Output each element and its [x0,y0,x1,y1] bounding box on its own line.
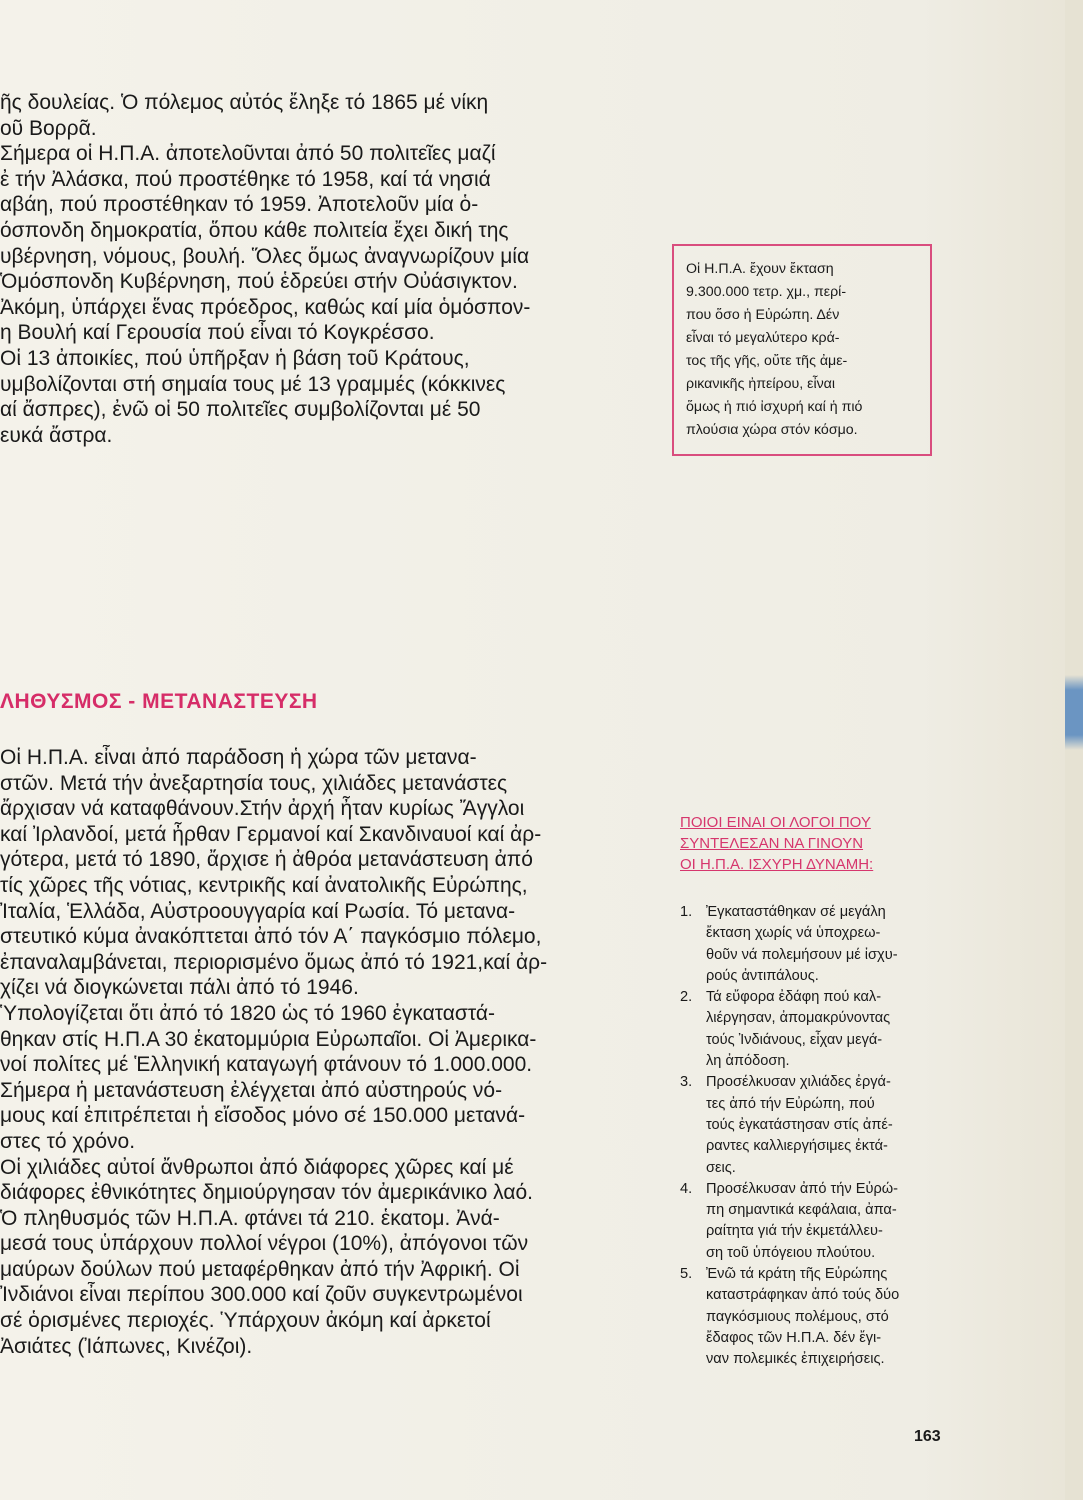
reason-line: λιέργησαν, ἀπομακρύνοντας [706,1010,891,1027]
top-paragraph [0,90,650,448]
reason-item [676,1264,958,1370]
reason-line: ραντες καλλιεργήσιμες ἐκτά- [706,1138,888,1155]
reason-line: ναν πολεμικές ἐπιχειρήσεις. [706,1351,885,1368]
text-line: αί ἄσπρες), ἐνῶ οἱ 50 πολιτεῖες συμβολίζονται μέ 50 [0,398,481,422]
text-line: στες τό χρόνο. [0,1129,136,1153]
text-line: μαύρων δούλων πού μεταφέρθηκαν ἀπό τήν Ἀφρική. Οἱ [0,1257,520,1281]
text-line: γότερα, μετά τό 1890, ἄρχισε ἡ ἀθρόα μετανάστευση ἀπό [0,848,533,872]
text-line: αβάη, πού προστέθηκαν τό 1959. Ἀποτελοῦν μία ὁ- [0,193,479,217]
reason-number: 2. [680,989,693,1006]
reason-number: 3. [680,1074,693,1091]
page-edge-strip [1065,0,1083,1500]
sidebar-heading-line: ΟΙ Η.Π.Α. ΙΣΧΥΡΗ ΔΥΝΑΜΗ: [680,856,874,873]
text-line: οῦ Βορρᾶ. [0,116,97,140]
sidebar-heading [680,812,873,875]
reason-text [706,1264,958,1370]
reason-item [676,1072,958,1178]
reason-item [676,1179,958,1264]
reason-number: 5. [680,1266,693,1283]
reason-line: τούς Ἰνδιάνους, εἶχαν μεγά- [706,1031,883,1048]
reason-line: Ἐγκαταστάθηκαν σέ μεγάλη [706,904,886,920]
info-box-line: ὅμως ἡ πιό ἰσχυρή καί ἡ πιό [686,399,863,415]
reason-item [676,902,958,987]
reason-number: 1. [680,904,693,920]
text-line: στευτικό κύμα ἀνακόπτεται ἀπό τόν Α΄ παγκόσμιο πόλεμο, [0,925,542,949]
info-box [672,244,932,456]
reason-text [706,902,958,987]
reason-line: Προσέλκυσαν ἀπό τήν Εὐρώ- [706,1180,899,1197]
text-line: Οἱ χιλιάδες αὐτοί ἄνθρωποι ἀπό διάφορες χῶρες καί μέ [0,1155,514,1179]
reason-text [706,987,958,1072]
sidebar-heading-line: ΠΟΙΟΙ ΕΙΝΑΙ ΟΙ ΛΟΓΟΙ ΠΟΥ [680,814,871,831]
reason-line: τούς ἐγκατάστησαν στίς ἀπέ- [706,1116,893,1133]
reason-line: ση τοῦ ὑπόγειου πλούτου. [706,1244,876,1261]
text-line: Σήμερα ἡ μετανάστευση ἐλέγχεται ἀπό αὐστηρούς νό- [0,1078,503,1102]
text-line: υβέρνηση, νόμους, βουλή. Ὅλες ὅμως ἀναγνωρίζουν μία [0,244,530,268]
info-box-line: τος τῆς γῆς, οὔτε τῆς ἀμε- [686,353,848,369]
text-line: υμβολίζονται στή σημαία τους μέ 13 γραμμές (κόκκινες [0,372,506,396]
reason-line: παγκόσμιους πολέμους, στό [706,1308,889,1325]
text-line: διάφορες ἐθνικότητες δημιούργησαν τόν ἀμερικάνικο λαό. [0,1181,533,1205]
reason-line: Τά εὔφορα ἐδάφη πού καλ- [706,989,882,1006]
reason-line: ρούς ἀντιπάλους. [706,967,819,984]
page-number: 163 [914,1428,941,1445]
text-line: Ἀκόμη, ὑπάρχει ἕνας πρόεδρος, καθώς καί μία ὁμόσπον- [0,295,531,319]
text-line: Οἱ Η.Π.Α. εἶναι ἀπό παράδοση ἡ χώρα τῶν μετανα- [0,746,477,769]
main-paragraph [0,745,650,1359]
reason-item [676,987,958,1072]
text-line: Ὁμόσπονδη Κυβέρνηση, πού ἑδρεύει στήν Οὐάσιγκτον. [0,270,518,294]
info-box-line: εἶναι τό μεγαλύτερο κρά- [686,330,840,346]
text-line: ἐ τήν Ἀλάσκα, πού προστέθηκε τό 1958, καί τά νησιά [0,167,491,191]
reason-line: λη ἀπόδοση. [706,1053,790,1070]
text-line: ἄρχισαν νά καταφθάνουν.Στήν ἀρχή ἦταν κυρίως Ἄγγλοι [0,797,525,821]
reason-line: θοῦν νά πολεμήσουν μέ ἰσχυ- [706,946,898,963]
text-line: τίς χῶρες τῆς νότιας, κεντρικῆς καί ἀνατολικῆς Εὐρώπης, [0,873,528,897]
text-line: Οἱ 13 ἀποικίες, πού ὑπῆρξαν ἡ βάση τοῦ Κράτους, [0,346,470,370]
text-line: μους καί ἐπιτρέπεται ἡ εἴσοδος μόνο σέ 150.000 μετανά- [0,1104,526,1128]
reasons-list [676,902,958,1371]
reason-line: πη σημαντικά κεφάλαια, ἀπα- [706,1202,897,1219]
reason-line: Ἐνῶ τά κράτη τῆς Εὐρώπης [706,1266,888,1283]
text-line: Ἰνδιάνοι εἶναι περίπου 300.000 καί ζοῦν συγκεντρωμένοι [0,1283,523,1307]
info-box-line: Οἱ Η.Π.Α. ἔχουν ἔκταση [686,261,834,277]
text-line: νοί πολίτες μέ Ἑλληνική καταγωγή φτάνουν τό 1.000.000. [0,1053,533,1077]
text-line: θηκαν στίς Η.Π.Α 30 ἑκατομμύρια Εὐρωπαῖοι. Οἱ Ἀμερικα- [0,1027,537,1051]
reason-line: Προσέλκυσαν χιλιάδες ἐργά- [706,1074,891,1091]
info-box-line: ρικανικῆς ἠπείρου, εἶναι [686,376,836,392]
text-line: Ὁ πληθυσμός τῶν Η.Π.Α. φτάνει τά 210. ἑκατομ. Ἀνά- [0,1206,500,1230]
info-box-line: πλούσια χώρα στόν κόσμο. [686,422,858,438]
reason-line: σεις. [706,1159,736,1176]
reason-line: ἔκταση χωρίς νά ὑποχρεω- [706,925,881,942]
text-line: η Βουλή καί Γερουσία πού εἶναι τό Κογκρέσσο. [0,321,435,345]
text-line: στῶν. Μετά τήν ἀνεξαρτησία τους, χιλιάδες μετανάστες [0,771,508,795]
text-line: σέ ὁρισμένες περιοχές. Ὑπάρχουν ἀκόμη καί ἀρκετοί [0,1309,491,1333]
sidebar-heading-line: ΣΥΝΤΕΛΕΣΑΝ ΝΑ ΓΙΝΟΥΝ [680,835,864,852]
text-line: ευκά ἄστρα. [0,423,113,447]
text-line: όσπονδη δημοκρατία, ὅπου κάθε πολιτεία ἔχει δική της [0,218,509,242]
reason-number: 4. [680,1180,693,1197]
text-line: καί Ἰρλανδοί, μετά ἦρθαν Γερμανοί καί Σκανδιναυοί καί ἀρ- [0,822,542,846]
text-line: Ἀσιάτες (Ἰάπωνες, Κινέζοι). [0,1334,253,1358]
reason-line: καταστράφηκαν ἀπό τούς δύο [706,1287,900,1304]
info-box-line: 9.300.000 τετρ. χμ., περί- [686,284,847,300]
text-line: ἐπαναλαμβάνεται, περιορισμένο ὅμως ἀπό τό 1921,καί ἀρ- [0,950,548,974]
text-line: μεσά τους ὑπάρχουν πολλοί νέγροι (10%), ἀπόγονοι τῶν [0,1232,529,1256]
reason-text [706,1179,958,1264]
reason-text [706,1072,958,1178]
reason-line: ραίτητα γιά τήν ἐκμετάλλευ- [706,1223,883,1240]
reason-line: ἔδαφος τῶν Η.Π.Α. δέν ἔγι- [706,1329,882,1346]
text-line: Σήμερα οἱ Η.Π.Α. ἀποτελοῦνται ἀπό 50 πολιτεῖες μαζί [0,142,496,166]
info-box-line: που ὅσο ἡ Εὐρώπη. Δέν [686,307,840,323]
reason-line: τες ἀπό τήν Εὐρώπη, πού [706,1095,875,1112]
text-line: ῆς δουλείας. Ὁ πόλεμος αὐτός ἔληξε τό 1865 μέ νίκη [0,91,489,114]
text-line: χίζει νά διογκώνεται πάλι ἀπό τό 1946. [0,976,359,1000]
section-heading: ΛΗΘΥΣΜΟΣ - ΜΕΤΑΝΑΣΤΕΥΣΗ [0,690,318,713]
text-line: Ἰταλία, Ἑλλάδα, Αὐστροουγγαρία καί Ρωσία. Τό μετανα- [0,899,516,923]
text-line: Ὑπολογίζεται ὅτι ἀπό τό 1820 ὡς τό 1960 ἐγκαταστά- [0,1001,496,1025]
